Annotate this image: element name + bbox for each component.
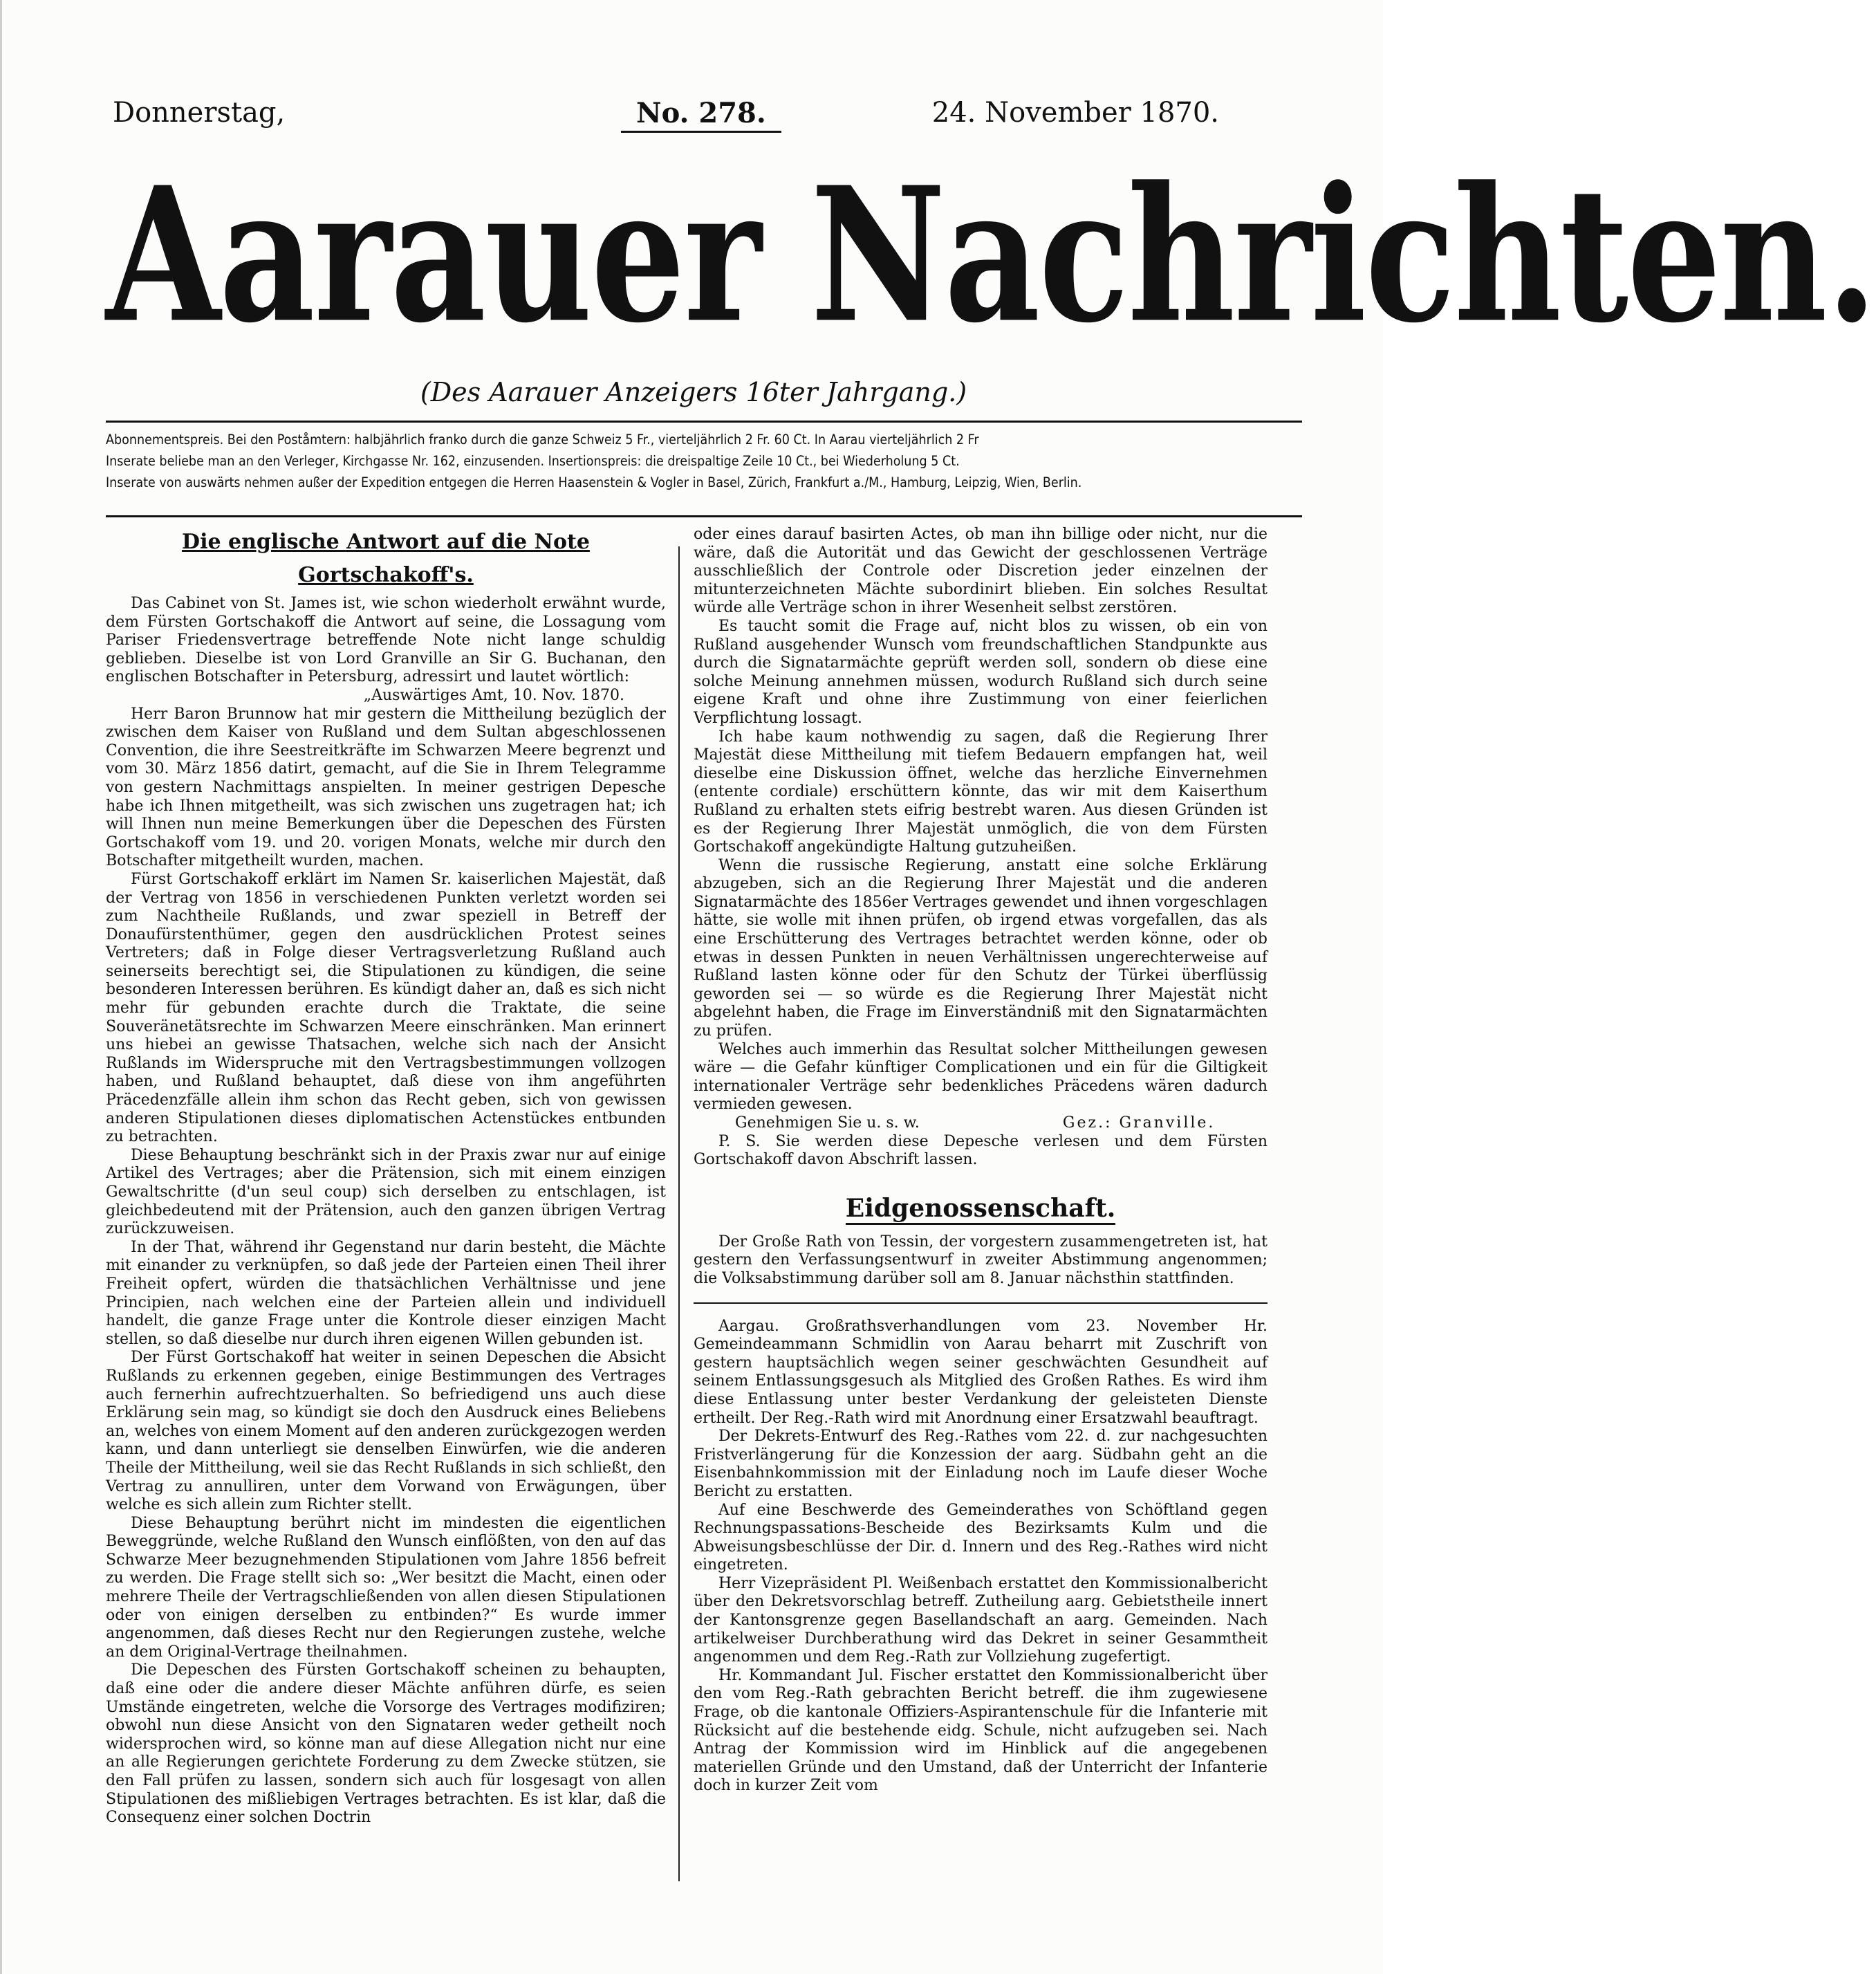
paragraph: In der That, während ihr Gegenstand nur darin besteht, die Mächte mit einander zu verknüpfen, so daß jede der Parteien einen Theil ihrer Freiheit opfert, würden die thatsächlichen Verhältnisse und jene Principien, nach welchen eine der Parteien allein und individuell handelt, die ganze Frage unter die Kontrole dieser einzigen Macht stellen, so daß dieselbe nur durch ihren eigenen Willen gebunden ist. xyxy=(106,1238,666,1348)
section-title-text: Eidgenossenschaft. xyxy=(846,1194,1116,1225)
section-rule xyxy=(694,1302,1267,1304)
left-column xyxy=(106,526,666,1827)
header-rule xyxy=(106,515,1302,517)
paragraph: Es taucht somit die Frage auf, nicht blos zu wissen, ob ein von Rußland ausgehender Wunsch vom freundschaftlichen Standpunkte aus durch die Signatarmächte geprüft werden soll, sondern ob diese eine solche Meinung annehmen müssen, wodurch Rußland sich durch seine eigene Kraft und ohne ihre Zustimmung von einer feierlichen Verpflichtung lossagt. xyxy=(694,617,1267,727)
paragraph: Diese Behauptung beschränkt sich in der Praxis zwar nur auf einige Artikel des Vertrages; aber die Prätension, sich mit einem einzigen Gewaltschritte (d'un seul coup) sich derselben zu entschlagen, ist gleichbedeutend mit der Prätension, auch den ganzen übrigen Vertrag zurückzuweisen. xyxy=(106,1146,666,1238)
masthead-subtitle: (Des Aarauer Anzeigers 16ter Jahrgang.) xyxy=(420,377,967,407)
subscription-line: Inserate beliebe man an den Verleger, Kirchgasse Nr. 162, einzusenden. Insertionspreis: die dreispaltige Zeile 10 Ct., bei Wiederholung 5 Ct. xyxy=(106,453,960,469)
paragraph: Wenn die russische Regierung, anstatt eine solche Erklärung abzugeben, sich an die Regierung Ihrer Majestät und die anderen Signatarmächte des 1856er Vertrages gewendet und ihnen vorgeschlagen hätte, sie wolle mit ihnen prüfen, ob irgend etwas vorgefallen, das als eine Erschütterung des Vertrages betrachtet werden könne, oder ob etwas in dessen Punkten in neuen Verhältnissen ungerechterweise auf Rußland lasten könne oder für den Schutz der Türkei überflüssig geworden sei — so würde es die Regierung Ihrer Majestät nicht abgelehnt haben, die Frage im Einverständniß mit den Signatarmächten zu prüfen. xyxy=(694,856,1267,1040)
paragraph: oder eines darauf basirten Actes, ob man ihn billige oder nicht, nur die wäre, daß die Autorität und das Gewicht der geschlossenen Verträge ausschließlich der Controle oder Discretion jeder einzelnen der mitunterzeichneten Mächte subordinirt blieben. Ein solches Resultat würde alle Verträge schon in ihrer Wesenheit selbst zerstören. xyxy=(694,526,1267,617)
subscription-info xyxy=(106,429,1302,493)
section-title xyxy=(694,1189,1267,1228)
weekday: Donnerstag, xyxy=(113,97,286,129)
article-title: Die englische Antwort auf die Note Gortschakoff's. xyxy=(182,530,590,587)
closing-formula: Genehmigen Sie u. s. w. xyxy=(735,1114,920,1132)
issue-number: No. 278. xyxy=(621,97,781,133)
subscription-line: Abonnementspreis. Bei den Poståmtern: halbjährlich franko durch die ganze Schweiz 5 Fr., vierteljährlich 2 Fr. 60 Ct. In Aarau vierteljährlich 2 Fr xyxy=(106,432,979,448)
letter-closing xyxy=(694,1114,1267,1133)
paragraph: Der Große Rath von Tessin, der vorgestern zusammengetreten ist, hat gestern den Verfassungsentwurf in zweiter Abstimmung angenommen; die Volksabstimmung darüber soll am 8. Januar nächsthin stattfinden. xyxy=(694,1233,1267,1287)
paragraph: Der Dekrets-Entwurf des Reg.-Rathes vom 22. d. zur nachgesuchten Fristverlängerung für die Konzession der aarg. Südbahn geht an die Eisenbahnkommission mit der Einladung noch im Laufe dieser Woche Bericht zu erstatten. xyxy=(694,1428,1267,1500)
masthead-title: Aarauer Nachrichten. xyxy=(106,147,1876,365)
letter-dateline: „Auswärtiges Amt, 10. Nov. 1870. xyxy=(363,686,624,704)
column-divider xyxy=(678,546,680,1881)
right-column xyxy=(694,526,1267,1796)
signature: Gez.: Granville. xyxy=(1062,1114,1216,1132)
header-rule xyxy=(106,421,1302,423)
paragraph: Herr Baron Brunnow hat mir gestern die Mittheilung bezüglich der zwischen dem Kaiser von Rußland und dem Sultan abgeschlossenen Convention, die ihre Seestreitkräfte im Schwarzen Meere begrenzt und vom 30. März 1856 datirt, gemacht, auf die Sie in Ihrem Telegramme von gestern Nachmittags anspielten. In meiner gestrigen Depesche habe ich Ihnen mitgetheilt, was sich zwischen uns zugetragen hat; ich will Ihnen nun meine Bemerkungen über die Depeschen des Fürsten Gortschakoff vom 19. und 20. vorigen Monats, welche mir durch den Botschafter mitgetheilt wurden, machen. xyxy=(106,705,666,870)
paragraph: Herr Vizepräsident Pl. Weißenbach erstattet den Kommissionalbericht über den Dekretsvorschlag betreff. Zutheilung aarg. Gebietstheile innert der Kantonsgrenze gegen Basellandschaft an aarg. Gemeinden. Nach artikelweiser Durchberathung wird das Dekret in seiner Gesammtheit angenommen und dem Reg.-Rath zur Vollziehung zugefertigt. xyxy=(694,1574,1267,1666)
paragraph: Fürst Gortschakoff erklärt im Namen Sr. kaiserlichen Majestät, daß der Vertrag von 1856 in verschiedenen Punkten verletzt worden sei zum Nachtheile Rußlands, und zwar speziell in Betreff der Donaufürstenthümer, gegen den ausdrücklichen Protest seines Vertreters; daß in Folge dieser Vertragsverletzung Rußland auch seinerseits berechtigt sei, die Stipulationen zu kündigen, die seine besonderen Interessen berühren. Es kündigt daher an, daß es sich nicht mehr für gebunden erachte durch die Traktate, die seine Souveränetätsrechte im Schwarzen Meere einschränken. Man erinnert uns hiebei an gewisse Thatsachen, welche sich nach der Ansicht Rußlands im Widerspruche mit den Vertragsbestimmungen vollzogen haben, und Rußland behauptet, daß diese von ihm angeführten Präcedenzfälle allein ihm schon das Recht geben, sich von gewissen anderen Stipulationen dieses diplomatischen Actenstückes entbunden zu betrachten. xyxy=(106,870,666,1146)
paragraph: Der Fürst Gortschakoff hat weiter in seinen Depeschen die Absicht Rußlands zu erkennen gegeben, einige Bestimmungen des Vertrages auch fernerhin aufrechtzuerhalten. So befriedigend uns auch diese Erklärung sein mag, so kündigt sie doch den Ausdruck eines Beliebens an, welches von einem Moment auf den anderen zurückgezogen werden kann, und dann unterliegt sie denselben Einwürfen, wie die anderen Theile der Mittheilung, weil sie das Recht Rußlands in sich schließt, den Vertrag zu annulliren, unter dem Vorwand von Erwägungen, über welche es sich allein zum Richter stellt. xyxy=(106,1349,666,1514)
issue-date: 24. November 1870. xyxy=(931,97,1219,129)
paragraph: Aargau. Großrathsverhandlungen vom 23. November Hr. Gemeindeammann Schmidlin von Aarau beharrt mit Zuschrift von gestern hauptsächlich wegen seiner geschwächten Gesundheit auf seinem Entlassungsgesuch als Mitglied des Großen Rathes. Es wird ihm diese Entlassung unter bester Verdankung der geleisteten Dienste ertheilt. Der Reg.-Rath wird mit Anordnung einer Ersatzwahl beauftragt. xyxy=(694,1317,1267,1427)
paragraph: Hr. Kommandant Jul. Fischer erstattet den Kommissionalbericht über den vom Reg.-Rath gebrachten Bericht betreff. die ihm zugewiesene Frage, ob die kantonale Offiziers-Aspirantenschule für die Infanterie mit Rücksicht auf die bestehende eidg. Schule, nicht aufzugeben sei. Nach Antrag der Kommission wird im Hinblick auf die angegebenen materiellen Gründe und den Umstand, daß der Unterricht der Infanterie doch in kurzer Zeit vom xyxy=(694,1666,1267,1795)
paragraph: Welches auch immerhin das Resultat solcher Mittheilungen gewesen wäre — die Gefahr künftiger Complicationen und ein für die Giltigkeit internationaler Verträge sehr bedenkliches Präcedens wären dadurch vermieden gewesen. xyxy=(694,1040,1267,1114)
postscript: P. S. Sie werden diese Depesche verlesen und dem Fürsten Gortschakoff davon Abschrift lassen. xyxy=(694,1132,1267,1169)
subscription-line: Inserate von auswärts nehmen außer der Expedition entgegen die Herren Haasenstein & Vogler in Basel, Zürich, Frankfurt a./M., Hamburg, Leipzig, Wien, Berlin. xyxy=(106,474,1082,490)
paragraph: Diese Behauptung berührt nicht im mindesten die eigentlichen Beweggründe, welche Rußland den Wunsch einflößten, von den auf das Schwarze Meer bezugnehmenden Stipulationen vom Jahre 1856 befreit zu werden. Die Frage stellt sich so: „Wer besitzt die Macht, einen oder mehrere Theile der Vertragschließenden von allen diesen Stipulationen oder von einigen derselben zu entbinden?“ Es wurde immer angenommen, daß dieses Recht nur den Regierungen zustehe, welche an dem Original-Vertrage theilnahmen. xyxy=(106,1514,666,1661)
paragraph: Die Depeschen des Fürsten Gortschakoff scheinen zu behaupten, daß eine oder die andere dieser Mächte anführen dürfe, es seien Umstände eingetreten, welche die Vorsorge des Vertrages modifiziren; obwohl nun diese Ansicht von den Signataren weder getheilt noch widersprochen wird, so könne man auf diese Allegation nicht nur eine an alle Regierungen gerichtete Forderung zu dem Zwecke stützen, sie den Fall prüfen zu lassen, sondern sich auch für losgesagt von allen Stipulationen des mißliebigen Vertrages betrachten. Es ist klar, daß die Consequenz einer solchen Doctrin xyxy=(106,1661,666,1827)
paragraph: Auf eine Beschwerde des Gemeinderathes von Schöftland gegen Rechnungspassations-Bescheide des Bezirksamts Kulm und die Abweisungsbeschlüsse der Dir. d. Innern und des Reg.-Rathes wird nicht eingetreten. xyxy=(694,1501,1267,1574)
paragraph: Das Cabinet von St. James ist, wie schon wiederholt erwähnt wurde, dem Fürsten Gortschakoff die Antwort auf seine, die Lossagung vom Pariser Friedensvertrage betreffende Note nicht lange schuldig geblieben. Dieselbe ist von Lord Granville an Sir G. Buchanan, den englischen Botschafter in Petersburg, adressirt und lautet wörtlich: xyxy=(106,595,666,686)
paragraph: Ich habe kaum nothwendig zu sagen, daß die Regierung Ihrer Majestät diese Mittheilung mit tiefem Bedauern empfangen hat, weil dieselbe eine Diskussion öffnet, welche das herzliche Einvernehmen (entente cordiale) erschüttern könnte, das wir mit dem Kaiserthum Rußland zu erhalten stets eifrig bestrebt waren. Aus diesen Gründen ist es der Regierung Ihrer Majestät unmöglich, die von dem Fürsten Gortschakoff angekündigte Haltung gutzuheißen. xyxy=(694,728,1267,856)
